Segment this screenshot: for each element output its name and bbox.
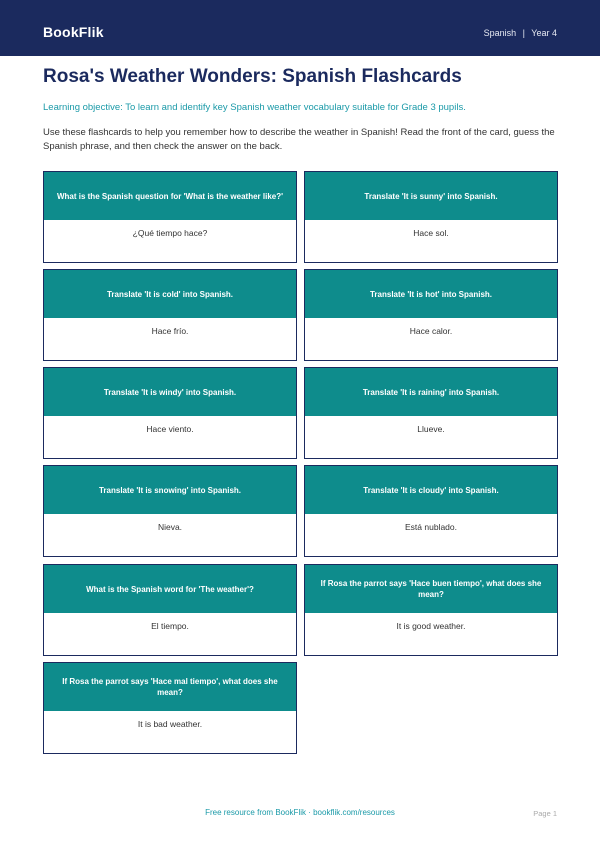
- flashcard-front: What is the Spanish question for 'What is the weather like?': [44, 172, 296, 220]
- flashcard[interactable]: [43, 269, 297, 361]
- brand-logo-text[interactable]: BookFlik: [43, 24, 104, 40]
- subject-label: Spanish: [483, 28, 517, 38]
- flashcard-back: Está nublado.: [405, 522, 457, 532]
- flashcard[interactable]: [304, 367, 558, 459]
- page-title: Rosa's Weather Wonders: Spanish Flashcards: [43, 66, 462, 87]
- flashcard-front: Translate 'It is cloudy' into Spanish.: [305, 466, 557, 514]
- flashcard-front: What is the Spanish word for 'The weather'?: [44, 565, 296, 613]
- flashcard-front: Translate 'It is windy' into Spanish.: [44, 368, 296, 416]
- flashcard[interactable]: [43, 171, 297, 263]
- flashcard-front: If Rosa the parrot says 'Hace mal tiempo', what does she mean?: [44, 663, 296, 711]
- year-label: Year 4: [531, 28, 557, 38]
- flashcard[interactable]: [304, 564, 558, 656]
- flashcard[interactable]: [304, 465, 558, 557]
- flashcard-front: Translate 'It is cold' into Spanish.: [44, 270, 296, 318]
- meta-separator: |: [522, 28, 525, 38]
- header-bar: [0, 0, 600, 56]
- flashcard-back: Hace calor.: [409, 326, 453, 336]
- flashcard-front: Translate 'It is sunny' into Spanish.: [305, 172, 557, 220]
- flashcard-front: If Rosa the parrot says 'Hace buen tiempo', what does she mean?: [305, 565, 557, 613]
- flashcard[interactable]: [304, 269, 558, 361]
- header-meta: [484, 28, 557, 38]
- page-number: Page 1: [533, 809, 557, 818]
- flashcard-back: El tiempo.: [151, 621, 189, 631]
- flashcard[interactable]: [43, 465, 297, 557]
- flashcard-back: ¿Qué tiempo hace?: [132, 228, 208, 238]
- flashcard[interactable]: [43, 367, 297, 459]
- flashcard[interactable]: [43, 662, 297, 754]
- footer-link[interactable]: Free resource from BookFlik · bookflik.com/resources: [205, 808, 395, 817]
- flashcard-back: Hace frío.: [151, 326, 189, 336]
- flashcard-back: Nieva.: [157, 522, 183, 532]
- flashcard-back: It is bad weather.: [137, 719, 203, 729]
- flashcard-back: Hace viento.: [146, 424, 194, 434]
- flashcard-front: Translate 'It is raining' into Spanish.: [305, 368, 557, 416]
- flashcard-back: It is good weather.: [396, 621, 466, 631]
- flashcard-front: Translate 'It is hot' into Spanish.: [305, 270, 557, 318]
- flashcard-back: Hace sol.: [413, 228, 449, 238]
- flashcard[interactable]: [43, 564, 297, 656]
- flashcard-front: Translate 'It is snowing' into Spanish.: [44, 466, 296, 514]
- learning-objective: Learning objective: To learn and identify key Spanish weather vocabulary suitable for Grade 3 pupils.: [43, 102, 466, 113]
- flashcard-back: Llueve.: [417, 424, 445, 434]
- flashcard[interactable]: [304, 171, 558, 263]
- intro-text: Use these flashcards to help you remember how to describe the weather in Spanish! Read the front of the card, guess the Spanish phrase, and then check the answer on the back.: [43, 127, 555, 152]
